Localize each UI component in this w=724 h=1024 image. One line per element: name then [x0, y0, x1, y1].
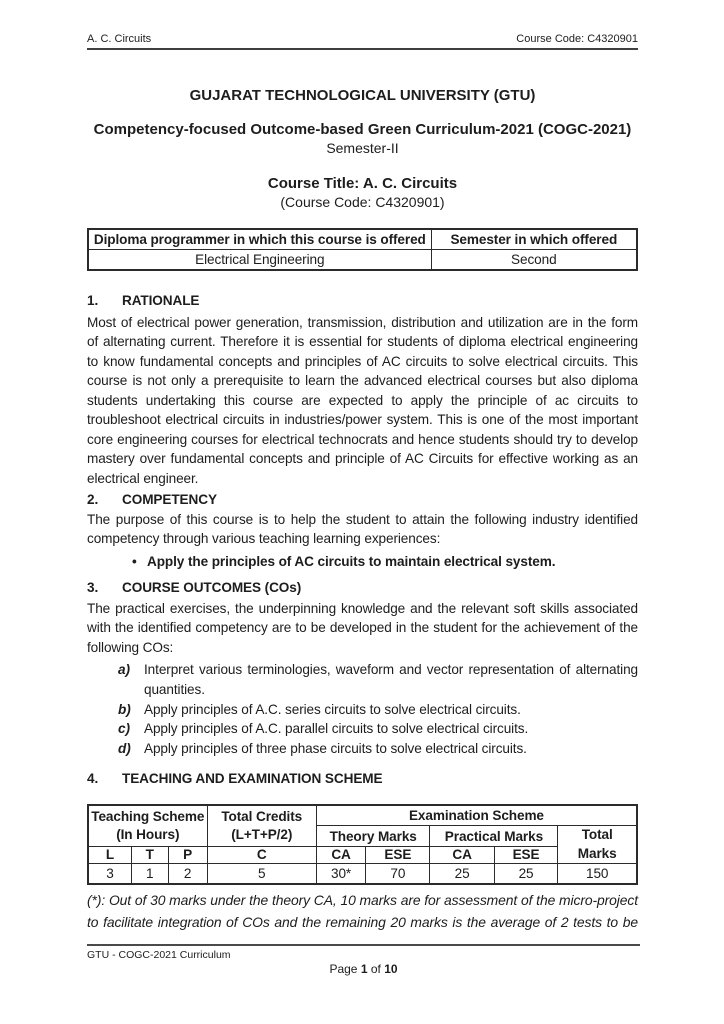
exam-subheader-cell: T	[131, 847, 168, 864]
outcome-label: d)	[118, 741, 131, 757]
exam-subheader-cell: ESE	[494, 847, 558, 864]
page-header	[87, 33, 638, 50]
outcome-text: Apply principles of three phase circuits to solve electrical circuits.	[144, 741, 527, 757]
section-number: 3.	[87, 580, 99, 595]
section-heading-course-outcomes	[87, 578, 638, 598]
competency-bullet-text: Apply the principles of AC circuits to maintain electrical system.	[147, 553, 556, 569]
header-course-name: A. C. Circuits	[87, 33, 152, 45]
outcome-item	[87, 739, 638, 759]
offering-col1-header: Diploma programmer in which this course is offered	[88, 229, 431, 250]
page-total: 10	[384, 962, 398, 976]
total-marks-line1: Total	[581, 827, 613, 843]
bullet-icon: •	[132, 553, 137, 569]
document-body	[87, 228, 638, 933]
exam-value-cell: 3	[88, 864, 131, 885]
examination-scheme-header-cell: Examination Scheme	[316, 805, 637, 826]
exam-subheader-cell: C	[207, 847, 316, 864]
exam-subheader-cell: P	[168, 847, 207, 864]
teaching-scheme-line2: (In Hours)	[116, 827, 180, 843]
exam-table-footnote: (*): Out of 30 marks under the theory CA, 10 marks are for assessment of the micro-project to facilitate integration of COs and the remaining 20 marks is the average of 2 tests to be	[87, 892, 638, 930]
exam-value-cell: 25	[430, 864, 494, 885]
section-heading-competency	[87, 490, 638, 510]
teaching-scheme-header-cell	[88, 805, 207, 846]
total-credits-line1: Total Credits	[221, 808, 303, 824]
title-block	[87, 86, 638, 213]
course-title: Course Title: A. C. Circuits	[267, 174, 458, 192]
outcome-text: Apply principles of A.C. parallel circuits to solve electrical circuits.	[144, 721, 529, 737]
outcome-label: a)	[118, 662, 130, 677]
exam-value-cell: 25	[494, 864, 558, 885]
offering-table	[87, 228, 638, 271]
semester-label: Semester-II	[326, 140, 399, 156]
outcome-item	[87, 700, 638, 720]
footer-page-number	[87, 962, 640, 976]
page-middle: of	[367, 962, 385, 976]
header-course-code: Course Code: C4320901	[516, 33, 638, 45]
offering-col1-value: Electrical Engineering	[88, 250, 431, 271]
practical-marks-header-cell: Practical Marks	[430, 826, 558, 847]
course-outcomes-paragraph: The practical exercises, the underpinning knowledge and the relevant soft skills associated with the identified competency are to be developed in the student for the achievement of the following COs:	[87, 600, 638, 655]
course-code-label: (Course Code: C4320901)	[280, 194, 445, 210]
outcome-text: Apply principles of A.C. series circuits to solve electrical circuits.	[144, 701, 521, 717]
exam-subheader-cell: L	[88, 847, 131, 864]
theory-marks-header-cell: Theory Marks	[316, 826, 430, 847]
competency-bullet-item	[87, 552, 638, 572]
offering-col2-value: Second	[431, 250, 637, 271]
outcome-item	[87, 719, 638, 739]
outcome-text: Interpret various terminologies, waveform and vector representation of alternating quantities.	[144, 662, 638, 697]
section-title: COMPETENCY	[122, 492, 217, 507]
teaching-scheme-line1: Teaching Scheme	[91, 808, 205, 824]
exam-value-cell: 150	[558, 864, 637, 885]
page-current: 1	[360, 962, 368, 976]
outcome-label: c)	[118, 721, 130, 737]
footer-curriculum-label: GTU - COGC-2021 Curriculum	[87, 949, 231, 961]
outcome-item	[87, 660, 638, 700]
total-credits-line2: (L+T+P/2)	[231, 827, 293, 843]
section-number: 1.	[87, 293, 99, 308]
exam-value-cell: 1	[131, 864, 168, 885]
exam-subheader-cell: CA	[316, 847, 365, 864]
rationale-paragraph: Most of electrical power generation, transmission, distribution and utilization are in the form of alternating current. Therefore it is essential for students of diploma electrical engineering to know fundamental concepts and principles of AC circuits to solve electrical circuits. This course is not only a prerequisite to learn the advanced electrical courses but also diploma students undertaking this course are expected to apply the principle of ac circuits to troubleshoot electrical circuits in industries/power system. This is one of the most important core engineering courses for electrical technocrats and hence students should try to develop mastery over fundamental concepts and principle of AC Circuits for effective working as an electrical engineer.	[87, 314, 638, 486]
exam-table-values-row	[88, 864, 637, 885]
exam-table-subheader-row	[88, 847, 637, 864]
section-heading-rationale	[87, 291, 638, 311]
section-heading-teaching-scheme	[87, 769, 638, 789]
page-prefix: Page	[329, 962, 361, 976]
total-marks-line2: Marks	[577, 845, 617, 861]
competency-paragraph: The purpose of this course is to help the student to attain the following industry identified competency through various teaching learning experiences:	[87, 511, 638, 546]
offering-table-data-row	[88, 250, 637, 271]
section-number: 2.	[87, 492, 99, 507]
exam-value-cell: 30*	[316, 864, 365, 885]
outcome-label: b)	[118, 701, 131, 717]
page-footer	[87, 944, 640, 976]
exam-value-cell: 2	[168, 864, 207, 885]
exam-subheader-cell: CA	[430, 847, 494, 864]
exam-scheme-table	[87, 804, 638, 885]
offering-table-header-row	[88, 229, 637, 250]
exam-table-row	[88, 805, 637, 826]
section-title: TEACHING AND EXAMINATION SCHEME	[122, 770, 383, 786]
offering-col2-header: Semester in which offered	[431, 229, 637, 250]
section-title: RATIONALE	[122, 293, 200, 308]
exam-value-cell: 5	[207, 864, 316, 885]
curriculum-title: Competency-focused Outcome-based Green Curriculum-2021 (COGC-2021)	[93, 120, 632, 138]
total-marks-header-cell	[558, 826, 637, 864]
course-outcomes-list	[87, 660, 638, 759]
section-number: 4.	[87, 770, 99, 786]
exam-value-cell: 70	[366, 864, 430, 885]
university-title: GUJARAT TECHNOLOGICAL UNIVERSITY (GTU)	[189, 87, 536, 104]
total-credits-header-cell	[207, 805, 316, 846]
section-title: COURSE OUTCOMES (COs)	[122, 580, 302, 595]
exam-subheader-cell: ESE	[366, 847, 430, 864]
